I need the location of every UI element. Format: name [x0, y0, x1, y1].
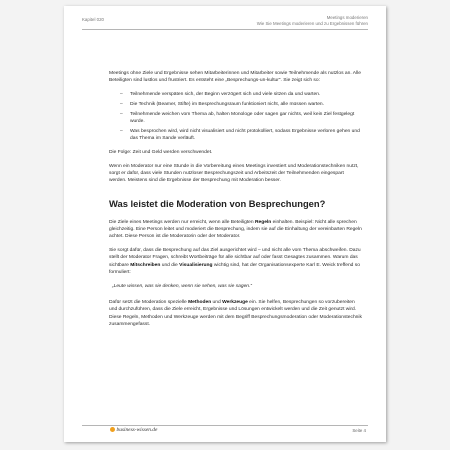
page-body — [109, 70, 362, 335]
rules-paragraph: Die Ziele eines Meetings werden nur erreicht, wenn alle Beteiligten Regeln einhalten. Beispiel: Nicht alle sprechen gleichzeitig. Eine Person leitet und moderiert die Besprechung, indem sie auf die Einhaltung der vereinbarten Regeln achtet. Diese Person ist die Moderatorin oder der Moderator. — [109, 219, 362, 240]
intro-paragraph: Meetings ohne Ziele und Ergebnisse sehen Mitarbeiterinnen und Mitarbeiter sowie Teilnehmende als nutzlos an. Alle Beteiligten sind lustlos und frustriert. Es entsteht eine „Besprechungs-un-kultur“. Sie zeigt sich so: — [109, 71, 361, 84]
chapter-label: Kapitel 020 — [82, 17, 104, 22]
dash-bullet: – — [120, 128, 123, 134]
header-title: Meetings moderieren — [326, 15, 368, 20]
dash-bullet: – — [120, 92, 123, 98]
consequence-paragraph: Die Folge: Zeit und Geld werden verschwendet. — [109, 149, 213, 155]
header-divider — [82, 29, 368, 30]
list-item: – Was besprochen wird, wird nicht visualisiert und nicht protokolliert, sodass Ergebnisse verloren gehen und das Thema im Sande verläuft. — [120, 128, 360, 142]
section-heading: Was leistet die Moderation von Besprechungen? — [109, 197, 326, 209]
dash-bullet: – — [120, 111, 123, 117]
list-item: – Die Technik (Beamer, Stifte) im Besprechungsraum funktioniert nicht, alle müssen warten. — [120, 101, 324, 107]
bold-term: Regeln — [254, 219, 272, 225]
brand-logo — [110, 427, 157, 433]
footer-divider — [82, 425, 368, 426]
bold-term: Mitschreiben — [130, 262, 161, 268]
weick-quote: „Leute wissen, was sie denken, wenn sie sehen, was sie sagen.“ — [112, 283, 253, 289]
running-header — [257, 15, 368, 27]
page-number: Seite 4 — [352, 428, 366, 433]
bold-term: Werkzeuge — [222, 299, 248, 305]
visualization-paragraph: Sie sorgt dafür, dass die Besprechung auf das Ziel ausgerichtet wird – und nicht alle vom Thema abschweifen. Dazu stellt der Moderator Fragen, schreibt Wortbeiträge für alle sichtbar auf oder fasst Gesagtes zusammen. Warum das sichtbare Mitschreiben und die Visualisierung wichtig sind, hat der Organisationsexperte Karl E. Weick treffend so formuliert: — [109, 247, 361, 275]
document-page — [64, 6, 386, 442]
preparation-paragraph: Wenn ein Moderator nur eine Stunde in die Vorbereitung eines Meetings investiert und Moderationstechniken nutzt, sorgt er dafür, dass viele Stunden nutzloser Besprechungszeit und Arbeitszeit der Teilnehmenden eingespart werden. Meistens sind die Ergebnisse der Besprechung mit Moderation besser. — [109, 163, 359, 184]
problem-list — [109, 91, 362, 142]
dash-bullet: – — [120, 101, 123, 107]
logo-dot-icon — [110, 427, 115, 432]
list-item: – Teilnehmende weichen vom Thema ab, halten Monologe oder sagen gar nichts, weil kein Ziel festgelegt wurde. — [120, 111, 355, 124]
bold-term: Visualisierung — [179, 262, 213, 268]
header-subtitle: Wie Sie Meetings moderieren und zu Ergebnissen führen — [256, 21, 368, 26]
logo-text: business-wissen.de — [116, 427, 158, 433]
list-item: – Teilnehmende verspäten sich, der Beginn verzögert sich und viele sitzen da und warten. — [120, 92, 321, 98]
bold-term: Methoden — [188, 299, 212, 305]
methods-paragraph: Dafür setzt die Moderation spezielle Methoden und Werkzeuge ein. Sie helfen, Besprechungen so vorzubereiten und durchzuführen, dass die Ziele erreicht, Ergebnisse und Lösungen entwickelt werden und die Zeit genutzt wird. Diese Regeln, Methoden und Werkzeuge werden mit dem Begriff Besprechungsmoderation oder Moderationstechnik zusammengefasst. — [109, 299, 362, 327]
